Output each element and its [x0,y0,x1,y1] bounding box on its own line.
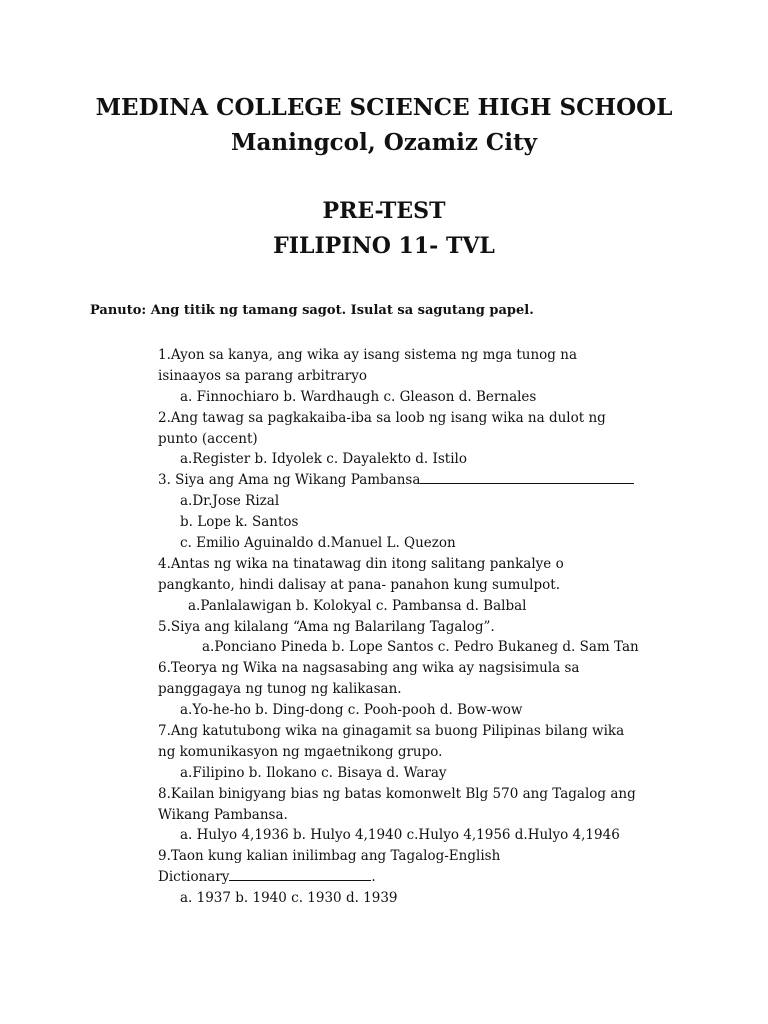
answer-blank [229,867,371,881]
school-name: MEDINA COLLEGE SCIENCE HIGH SCHOOL [95,94,673,121]
question-1-text: 1.Ayon sa kanya, ang wika ay isang sistema ng mga tunog na [158,347,577,363]
question-2-text-cont: punto (accent) [158,430,258,447]
question-7-text: 7.Ang katutubong wika na ginagamit sa buong Pilipinas bilang wika [158,723,625,740]
subject-title: FILIPINO 11- TVL [273,233,495,259]
question-9-choices: a. 1937 b. 1940 c. 1930 d. 1939 [180,890,398,907]
question-9-text: 9.Taon kung kalian inilimbag ang Tagalog-English [158,848,501,865]
question-list [158,345,698,909]
question-4-text: 4.Antas ng wika na tinatawag din itong salitang pankalye o [158,555,564,572]
question-5-text: 5.Siya ang kilalang “Ama ng Balarilang Tagalog”. [158,618,495,635]
question-8-text-cont: Wikang Pambansa. [158,806,288,823]
question-7-text-cont: ng komunikasyon ng mgaetnikong grupo. [158,743,443,760]
question-6-text-cont: panggagaya ng tunog ng kalikasan. [158,681,402,698]
question-3-choice-c: c. Emilio Aguinaldo d.Manuel L. Quezon [180,535,456,552]
answer-blank [420,470,634,484]
question-4-choices: a.Panlalawigan b. Kolokyal c. Pambansa d. Balbal [188,597,527,614]
test-title: PRE-TEST [322,198,446,224]
question-6-text: 6.Teorya ng Wika na nagsasabing ang wika ay nagsisimula sa [158,660,580,677]
school-location: Maningcol, Ozamiz City [231,129,537,156]
question-3-text: 3. Siya ang Ama ng Wikang Pambansa [158,472,421,489]
question-1-choices: a. Finnochiaro b. Wardhaugh c. Gleason d. Bernales [180,388,537,405]
question-3-row [158,470,698,491]
question-2-text: 2.Ang tawag sa pagkakaiba-iba sa loob ng isang wika na dulot ng [158,409,606,426]
question-2-choices: a.Register b. Idyolek c. Dayalekto d. Istilo [180,451,467,468]
question-1-text-cont: isinaayos sa parang arbitraryo [158,367,368,384]
question-9-text-cont: Dictionary [158,869,230,886]
question-3-choice-b: b. Lope k. Santos [180,514,299,531]
question-4-text-cont: pangkanto, hindi dalisay at pana- panahon kung sumulpot. [158,576,560,593]
question-8-text: 8.Kailan binigyang bias ng batas komonwelt Blg 570 ang Tagalog ang [158,785,636,802]
question-6-choices: a.Yo-he-ho b. Ding-dong c. Pooh-pooh d. Bow-wow [180,702,523,719]
instructions: Panuto: Ang titik ng tamang sagot. Isulat sa sagutang papel. [90,303,534,318]
question-7-choices: a.Filipino b. Ilokano c. Bisaya d. Waray [180,764,447,781]
question-9-period: . [371,869,376,886]
question-8-choices: a. Hulyo 4,1936 b. Hulyo 4,1940 c.Hulyo 4,1956 d.Hulyo 4,1946 [180,827,620,844]
question-3-choice-a: a.Dr.Jose Rizal [180,493,280,510]
question-5-choices: a.Ponciano Pineda b. Lope Santos c. Pedro Bukaneg d. Sam Tan [202,639,639,656]
question-9-row [158,867,698,888]
